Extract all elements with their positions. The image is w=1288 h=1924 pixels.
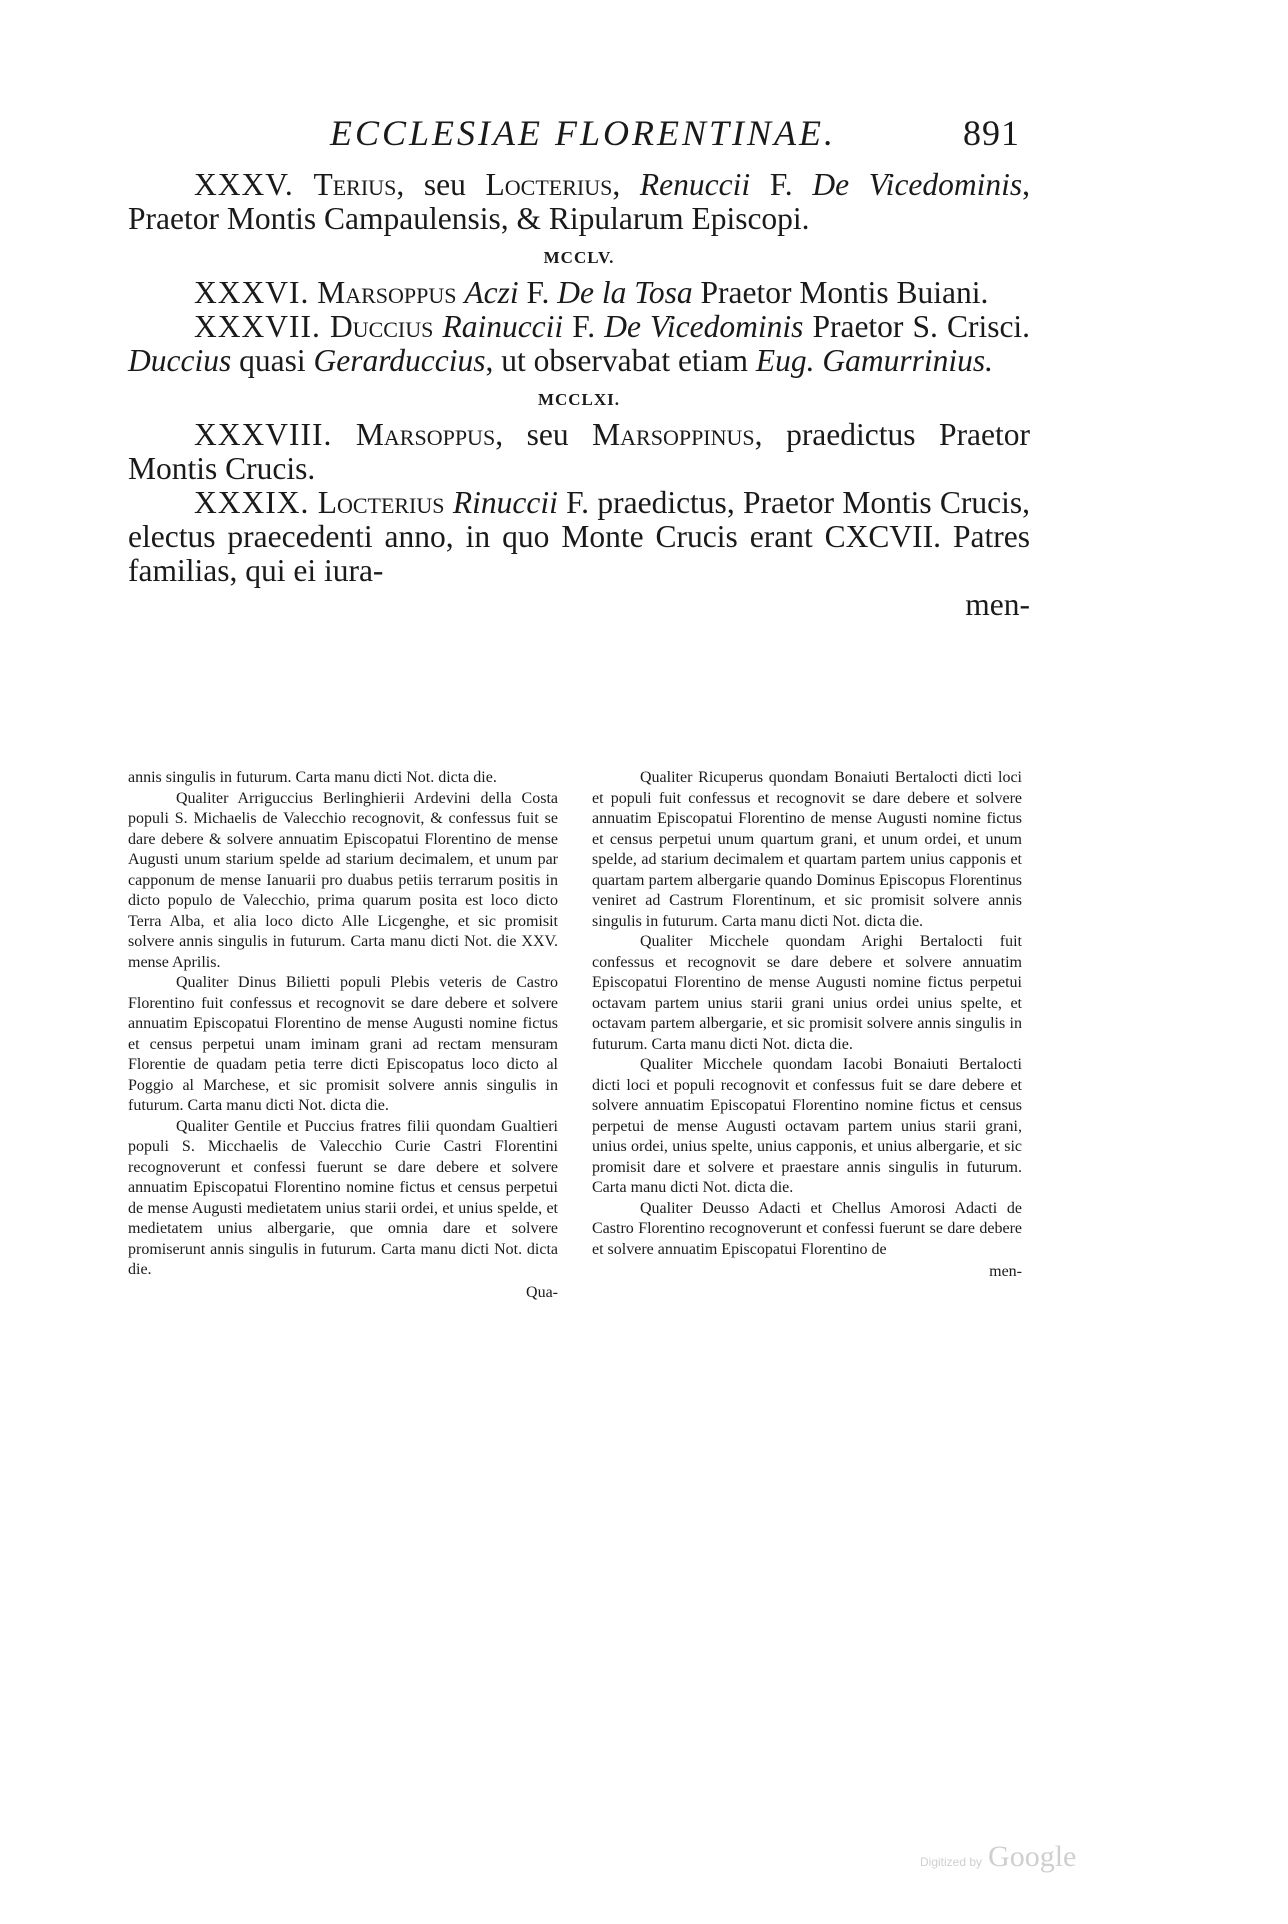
entry-xxxvii: XXXVII. Duccius Rainuccii F. De Vicedominis Praetor S. Crisci. Duccius quasi Gerarduccius, ut observabat etiam Eug. Gamurrinius. [128, 309, 1031, 378]
paragraph: Qualiter Micchele quondam Iacobi Bonaiuti Bertalocti dicti loci et populi recognovit et confessus fuit se dare debere et solvere annuatim Episcopatui Florentino nomine fictus et census perpetui de mense Augusti octavam partem unius starii grani, unius ordei, unius spelte, unius capponis, et unius albergarie, et sic promisit dare et solvere et praestare annis singulis in futurum. Carta manu dicti Not. dicta die. [592, 1056, 1022, 1196]
year-heading: MCCLXI. [537, 390, 621, 409]
catchword: men- [965, 587, 1030, 622]
entry-xxxv: XXXV. Terius, seu Locterius, Renuccii F. De Vicedominis, Praetor Montis Campaulensis, & Ripularum Episcopi. [128, 167, 1031, 236]
entry-number: XXXVII. [194, 309, 321, 344]
left-column [128, 768, 558, 1303]
main-text [128, 168, 1030, 622]
running-title: ECCLESIAE FLORENTINAE. [330, 113, 836, 153]
paragraph: Qualiter Gentile et Puccius fratres filii quondam Gualtieri populi S. Micchaelis de Valecchio Curie Castri Florentini recognoverunt et confessi fuerunt se dare debere et solvere annuatim Episcopatui Florentino nomine fictus et census perpetui de mense Augusti medietatem unius starii ordei, et unius spelde, et medietatem unius albergarie, que omnia dare et solvere promiserunt annis singulis in futurum. Carta manu dicti Not. dicta die. [128, 1117, 558, 1278]
paragraph: Qualiter Micchele quondam Arighi Bertalocti fuit confessus et recognovit se dare debere et solvere annuatim Episcopatui Florentino de mense Augusti nomine fictus perpetui octavam partem unius starii grani unius ordei unius spelte, et octavam partem albergarie, et sic promisit solvere annis singulis in futurum. Carta manu dicti Not. dicta die. [592, 933, 1022, 1053]
running-header [330, 112, 1020, 158]
paragraph: Qualiter Dinus Bilietti populi Plebis veteris de Castro Florentino fuit confessus et recognovit se dare debere et solvere annuatim Episcopatui Florentino de mense Augusti nomine fictus et census perpetui unam iminam grani ad rectam mensuram Florentie de quadam petia terre dicti Episcopatus loco dicto al Poggio al Marchese, et sic promisit solvere annis singulis in futurum. Carta manu dicti Not. dicta die. [128, 974, 558, 1114]
catchword: Qua- [526, 1283, 558, 1301]
entry-xxxvi: XXXVI. Marsoppus Aczi F. De la Tosa Praetor Montis Buiani. [194, 275, 989, 310]
paragraph: annis singulis in futurum. Carta manu dicti Not. dicta die. [128, 769, 497, 786]
year-heading: MCCLV. [543, 248, 615, 267]
entry-number: XXXVIII. [194, 417, 333, 452]
entry-xxxviii: XXXVIII. Marsoppus, seu Marsoppinus, praedictus Praetor Montis Crucis. [128, 417, 1031, 486]
entry-xxxix: XXXIX. Locterius Rinuccii F. praedictus, Praetor Montis Crucis, electus praecedenti anno, in quo Monte Crucis erant CXCVII. Patres familias, qui ei iura- [128, 485, 1031, 588]
digitized-watermark [920, 1840, 1076, 1874]
watermark-prefix: Digitized by [920, 1855, 983, 1869]
entry-number: XXXVI. [194, 275, 310, 310]
page-number: 891 [963, 113, 1020, 153]
watermark-brand: Google [988, 1840, 1077, 1873]
catchword: men- [989, 1263, 1022, 1280]
entry-number: XXXIX. [194, 485, 310, 520]
right-column [592, 768, 1022, 1283]
paragraph: Qualiter Arriguccius Berlinghierii Ardevini della Costa populi S. Michaelis de Valecchio recognovit, & confessus fuit se dare debere & solvere annuatim Episcopatui Florentino de mense Augusti unum starium spelde ad starium decimalem, et unum par capponum de mense Ianuarii pro duabus petiis terrarum positis in dicto populo de Valecchio, prima quarum posita est loco dicto Terra Alba, et alia loco dicto Alle Licgenghe, et sic promisit solvere annis singulis in futurum. Carta manu dicti Not. die XXV. mense Aprilis. [128, 789, 558, 971]
paragraph: Qualiter Ricuperus quondam Bonaiuti Bertalocti dicti loci et populi fuit confessus et recognovit se dare debere et solvere annuatim Episcopatui Florentino de mense Augusti nomine fictus et census perpetui unum quartum grani, et unum ordei, et unum spelde, ad starium decimalem et quartam partem unius capponis et quartam partem albergarie quando Dominus Episcopus Florentinus veniret ad Castrum Florentinum, et sic promisit solvere annis singulis in futurum. Carta manu dicti Not. dicta die. [592, 769, 1022, 930]
paragraph: Qualiter Deusso Adacti et Chellus Amorosi Adacti de Castro Florentino recognoverunt et confessi fuerunt se dare debere et solvere annuatim Episcopatui Florentino de [592, 1199, 1022, 1258]
entry-number: XXXV. [194, 167, 294, 202]
